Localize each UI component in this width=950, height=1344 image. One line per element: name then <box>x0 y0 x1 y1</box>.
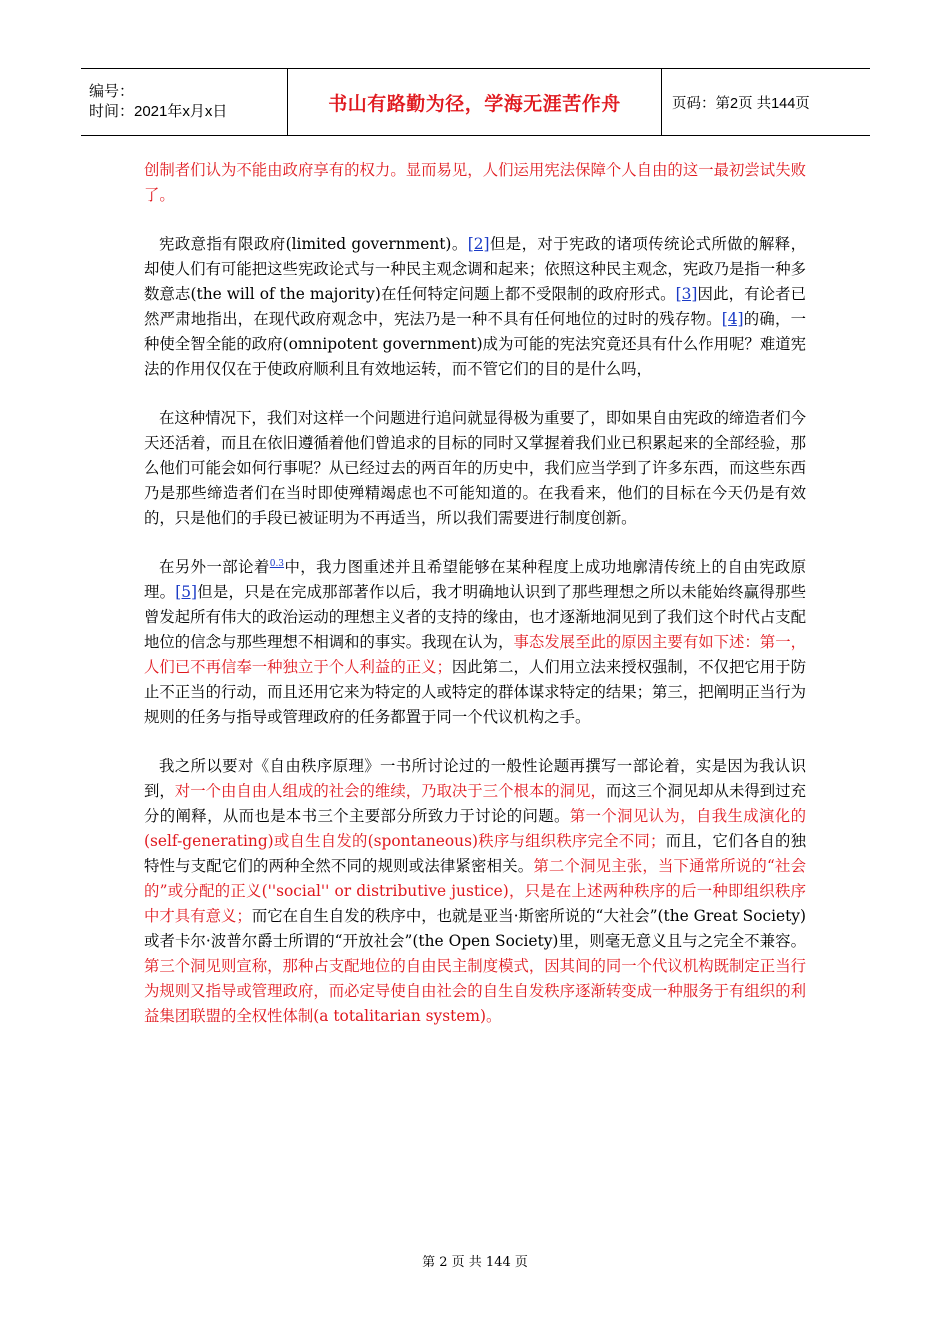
paragraph-4 <box>144 754 806 1029</box>
page-header <box>81 68 870 136</box>
paragraph-1 <box>144 232 806 382</box>
paragraph-2 <box>144 406 806 531</box>
highlighted-text: 第一个洞见认为，自我生成演化的(self-generating)或自生自发的(spontaneous)秩序与组织秩序完全不同； <box>144 807 806 850</box>
paragraph-text: 的确，一种使全智全能的政府(omnipotent government)成为可能的宪法究竟还具有什么作用呢？难道宪法的作用仅仅在于使政府顺利且有效地运转，而不管它们的目的是什么吗， <box>144 310 806 378</box>
paragraph-text: 但是，对于宪政的诸项传统论式所做的解释，却使人们有可能把这些宪政论式与一种民主观念调和起来；依照这种民主观念，宪政乃是指一种多数意志(the will of the majority)在任何特定问题上都不受限制的政府形式。 <box>144 235 806 303</box>
paragraph-text: 而这三个洞见却从未得到过充分的阐释，从而也是本书三个主要部分所致力于讨论的问题。 <box>144 782 806 825</box>
paragraph-text: 中，我力图重述并且希望能够在某种程度上成功地廓清传统上的自由宪政原理。 <box>144 558 806 601</box>
document-body <box>144 158 806 1053</box>
paragraph-text: 因此第二，人们用立法来授权强制，不仅把它用于防止不正当的行动，而且还用它来为特定的人或特定的群体谋求特定的结果；第三，把阐明正当行为规则的任务与指导或管理政府的任务都置于同一个代议机构之手。 <box>144 658 806 726</box>
paragraph-0 <box>144 158 806 208</box>
footnote-link-3[interactable]: [3] <box>675 285 698 303</box>
paragraph-text: 因此，有论者已然严肃地指出，在现代政府观念中，宪法乃是一种不具有任何地位的过时的残存物。 <box>144 285 806 328</box>
note-superscript-link[interactable]: 0.3 <box>269 558 285 569</box>
header-motto: 书山有路勤为径，学海无涯苦作舟 <box>328 92 621 115</box>
highlighted-text: 第三个洞见则宣称，那种占支配地位的自由民主制度模式，因其间的同一个代议机构既制定正当行为规则又指导或管理政府，而必定导使自由社会的自生自发秩序逐渐转变成一种服务于有组织的利益集团联盟的全权性体制(a totalitarian system)。 <box>144 957 806 1025</box>
paragraph-text: 在另外一部论着 <box>159 558 270 576</box>
paragraph-text: 但是，只是在完成那部著作以后，我才明确地认识到了那些理想之所以未能始终赢得那些曾发起所有伟大的政治运动的理想主义者的支持的缘由，也才逐渐地洞见到了我们这个时代占支配地位的信念与那些理想不相调和的事实。我现在认为， <box>144 583 806 651</box>
highlighted-text: 对一个由自由人组成的社会的维续，乃取决于三个根本的洞见， <box>174 782 606 800</box>
highlighted-text: 第二个洞见主张，当下通常所说的“社会的”或分配的正义(''social'' or distributive justice)，只是在上述两种秩序的后一种即组织秩序中才具有意义； <box>144 857 806 925</box>
document-time-label: 时间：2021年x月x日 <box>89 103 228 120</box>
page-footer: 第 2 页 共 144 页 <box>422 1255 528 1270</box>
header-page-info: 页码：第2页 共144页 <box>662 69 871 136</box>
footnote-link-5[interactable]: [5] <box>175 583 198 601</box>
header-meta <box>81 69 288 136</box>
paragraph-text: 宪政意指有限政府(limited government)。 <box>159 235 468 253</box>
highlighted-text: 事态发展至此的原因主要有如下述：第一，人们已不再信奉一种独立于个人利益的正义； <box>144 633 806 676</box>
paragraph-text: 在这种情况下，我们对这样一个问题进行追问就显得极为重要了，即如果自由宪政的缔造者们今天还活着，而且在依旧遵循着他们曾追求的目标的同时又掌握着我们业已积累起来的全部经验，那么他们可能会如何行事呢？从已经过去的两百年的历史中，我们应当学到了许多东西，而这些东西乃是那些缔造者们在当时即使殚精竭虑也不可能知道的。在我看来，他们的目标在今天仍是有效的，只是他们的手段已被证明为不再适当，所以我们需要进行制度创新。 <box>144 409 806 527</box>
paragraph-text: 而且，它们各自的独特性与支配它们的两种全然不同的规则或法律紧密相关。 <box>144 832 806 875</box>
highlighted-text: 创制者们认为不能由政府享有的权力。显而易见，人们运用宪法保障个人自由的这一最初尝试失败了。 <box>144 161 806 204</box>
footnote-link-2[interactable]: [2] <box>467 235 490 253</box>
footnote-link-4[interactable]: [4] <box>721 310 744 328</box>
document-number-label: 编号： <box>89 83 135 100</box>
paragraph-text: 而它在自生自发的秩序中，也就是亚当·斯密所说的“大社会”(the Great Society)或者卡尔·波普尔爵士所谓的“开放社会”(the Open Society)里，则毫无意义且与之完全不兼容。 <box>144 907 806 950</box>
paragraph-3 <box>144 555 806 730</box>
header-motto-cell <box>288 69 662 136</box>
paragraph-text: 我之所以要对《自由秩序原理》一书所讨论过的一般性论题再撰写一部论着，实是因为我认识到， <box>144 757 806 800</box>
